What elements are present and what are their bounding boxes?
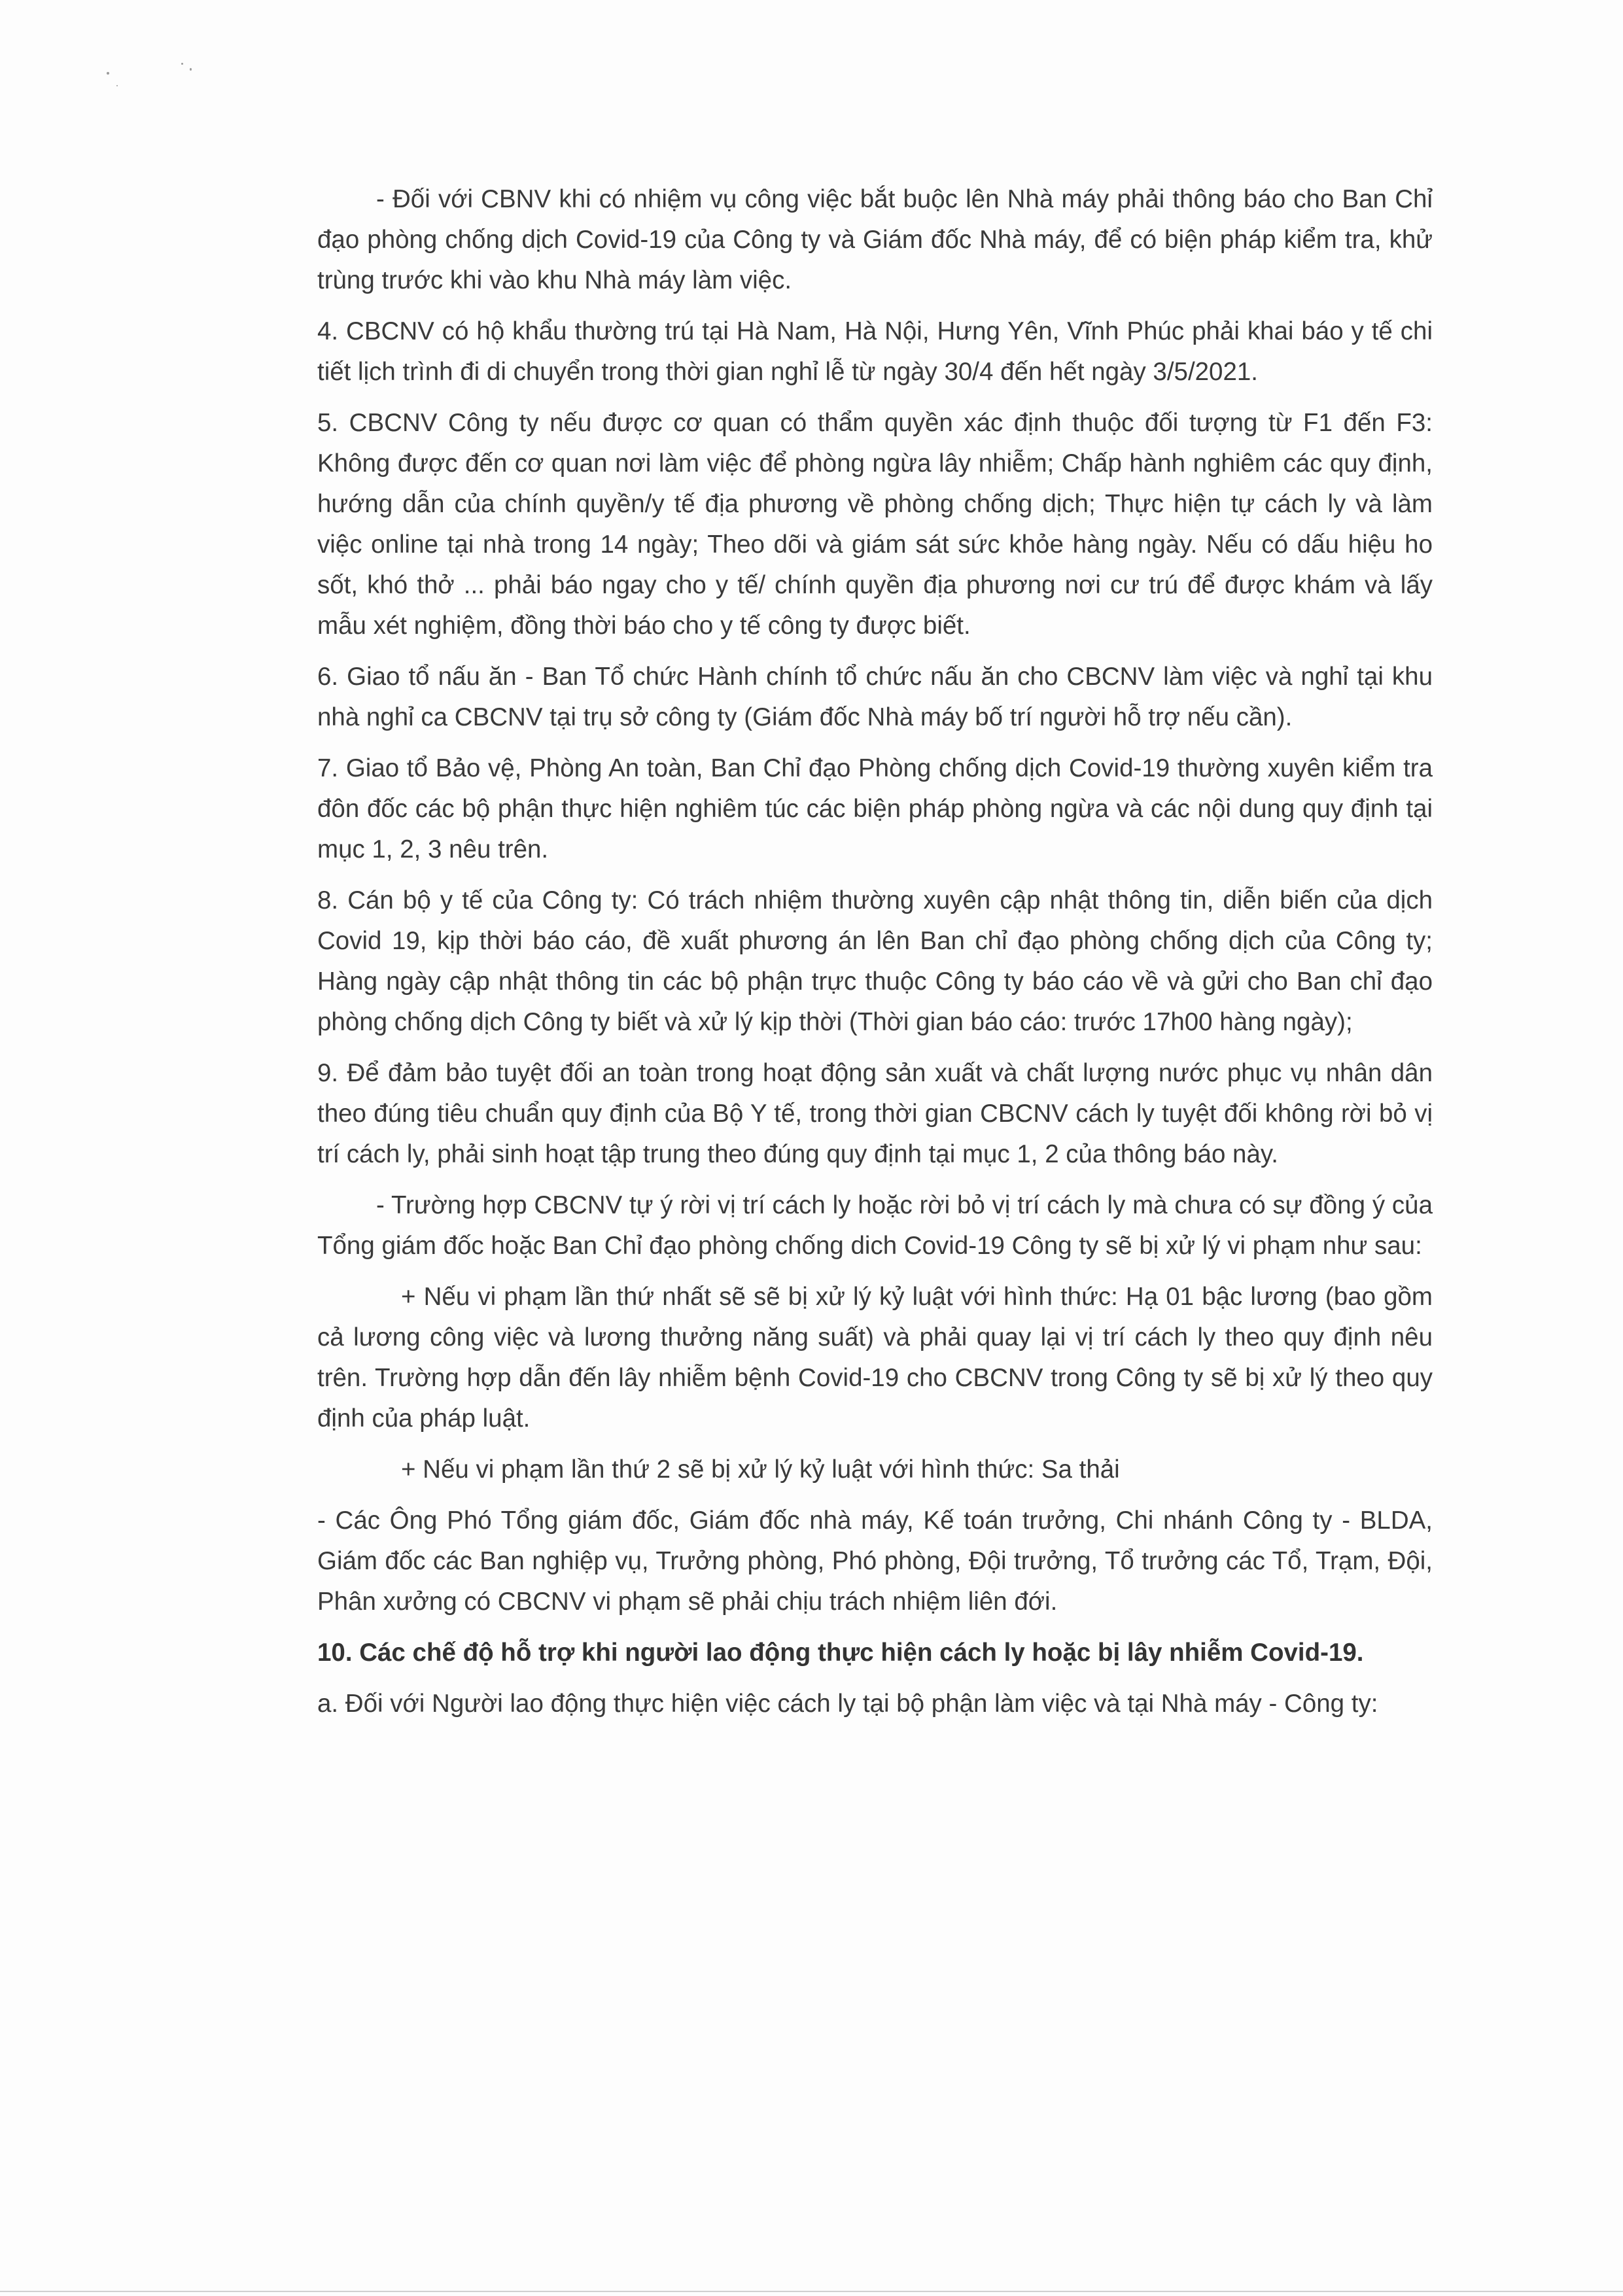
paragraph-item-7: 7. Giao tổ Bảo vệ, Phòng An toàn, Ban Chỉ đạo Phòng chống dịch Covid-19 thường xuyên kiểm tra đôn đốc các bộ phận thực hiện nghiêm túc các biện pháp phòng ngừa và các nội dung quy định tại mục 1, 2, 3 nêu trên. bbox=[317, 754, 1433, 863]
scan-speck bbox=[116, 85, 118, 86]
scan-speck bbox=[107, 72, 109, 75]
paragraph-item-9: 9. Để đảm bảo tuyệt đối an toàn trong hoạt động sản xuất và chất lượng nước phục vụ nhân dân theo đúng tiêu chuẩn quy định của Bộ Y tế, trong thời gian CBCNV cách ly tuyệt đối không rời bỏ vị trí cách ly, phải sinh hoạt tập trung theo đúng quy định tại mục 1, 2 của thông báo này. bbox=[317, 1059, 1433, 1168]
paragraph-second-violation: + Nếu vi phạm lần thứ 2 sẽ bị xử lý kỷ luật với hình thức: Sa thải bbox=[401, 1455, 1120, 1484]
scan-bottom-edge bbox=[0, 2291, 1623, 2292]
paragraph-joint-responsibility: - Các Ông Phó Tổng giám đốc, Giám đốc nhà máy, Kế toán trưởng, Chi nhánh Công ty - BLDA, Giám đốc các Ban nghiệp vụ, Trưởng phòng, Phó phòng, Đội trưởng, Tổ trưởng các Tổ, Trạm, Đội, Phân xưởng có CBCNV vi phạm sẽ phải chịu trách nhiệm liên đới. bbox=[317, 1506, 1433, 1616]
paragraph-cbnv-factory-notice: - Đối với CBNV khi có nhiệm vụ công việc bắt buộc lên Nhà máy phải thông báo cho Ban Chỉ đạo phòng chống dịch Covid-19 của Công ty và Giám đốc Nhà máy, để có biện pháp kiểm tra, khử trùng trước khi vào khu Nhà máy làm việc. bbox=[317, 185, 1433, 294]
paragraph-item-5: 5. CBCNV Công ty nếu được cơ quan có thẩm quyền xác định thuộc đối tượng từ F1 đến F3: Không được đến cơ quan nơi làm việc để phòng ngừa lây nhiễm; Chấp hành nghiêm các quy định, hướng dẫn của chính quyền/y tế địa phương về phòng chống dịch; Thực hiện tự cách ly và làm việc online tại nhà trong 14 ngày; Theo dõi và giám sát sức khỏe hàng ngày. Nếu có dấu hiệu ho sốt, khó thở ... phải báo ngay cho y tế/ chính quyền địa phương nơi cư trú để được khám và lấy mẫu xét nghiệm, đồng thời báo cho y tế công ty được biết. bbox=[317, 409, 1433, 640]
paragraph-item-8: 8. Cán bộ y tế của Công ty: Có trách nhiệm thường xuyên cập nhật thông tin, diễn biến của dịch Covid 19, kịp thời báo cáo, đề xuất phương án lên Ban chỉ đạo phòng chống dịch của Công ty; Hàng ngày cập nhật thông tin các bộ phận trực thuộc Công ty báo cáo về và gửi cho Ban chỉ đạo phòng chống dịch Công ty biết và xử lý kịp thời (Thời gian báo cáo: trước 17h00 hàng ngày); bbox=[317, 886, 1433, 1036]
scan-speck bbox=[181, 63, 183, 65]
section-heading-item-10: 10. Các chế độ hỗ trợ khi người lao động thực hiện cách ly hoặc bị lây nhiễm Covid-19. bbox=[317, 1639, 1364, 1667]
paragraph-item-4: 4. CBCNV có hộ khẩu thường trú tại Hà Nam, Hà Nội, Hưng Yên, Vĩnh Phúc phải khai báo y tế chi tiết lịch trình đi di chuyển trong thời gian nghỉ lễ từ ngày 30/4 đến hết ngày 3/5/2021. bbox=[317, 317, 1433, 386]
paragraph-violation-case: - Trường hợp CBCNV tự ý rời vị trí cách ly hoặc rời bỏ vị trí cách ly mà chưa có sự đồng ý của Tổng giám đốc hoặc Ban Chỉ đạo phòng chống dich Covid-19 Công ty sẽ bị xử lý vi phạm như sau: bbox=[317, 1191, 1433, 1260]
document-body bbox=[317, 179, 1433, 1735]
paragraph-item-10a: a. Đối với Người lao động thực hiện việc cách ly tại bộ phận làm việc và tại Nhà máy - Công ty: bbox=[317, 1690, 1378, 1718]
paragraph-first-violation: + Nếu vi phạm lần thứ nhất sẽ sẽ bị xử lý kỷ luật với hình thức: Hạ 01 bậc lương (bao gồm cả lương công việc và lương thưởng năng suất) và phải quay lại vị trí cách ly theo quy định nêu trên. Trường hợp dẫn đến lây nhiễm bệnh Covid-19 cho CBCNV trong Công ty sẽ bị xử lý theo quy định của pháp luật. bbox=[317, 1283, 1433, 1433]
paragraph-item-6: 6. Giao tổ nấu ăn - Ban Tổ chức Hành chính tổ chức nấu ăn cho CBCNV làm việc và nghỉ tại khu nhà nghỉ ca CBCNV tại trụ sở công ty (Giám đốc Nhà máy bố trí người hỗ trợ nếu cần). bbox=[317, 663, 1433, 731]
scan-speck bbox=[190, 68, 192, 71]
